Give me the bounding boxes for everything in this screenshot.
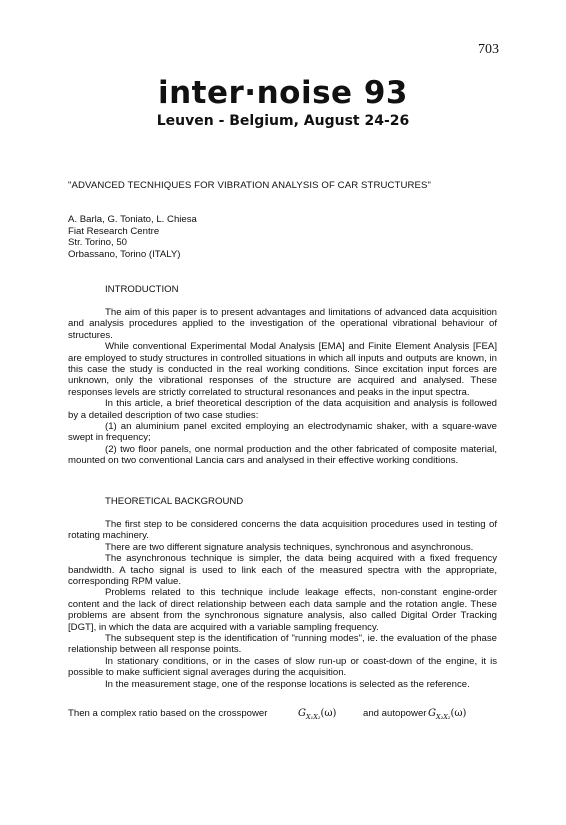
autopower-argument: (ω) [450,708,467,719]
theory-body [68,519,497,690]
introduction-body [68,307,497,467]
paragraph: Problems related to this technique include leakage effects, non-constant engine-order content and the lack of direct relationship between each data sample and the rotation angle. These problems are absent from the synchronous signature analysis, also called Digital Order Tracking [DGT], in which the data are acquired with a variable sampling frequency. [68,587,497,633]
equation-text-middle: and autopower [363,708,427,719]
paragraph: (2) two floor panels, one normal production and the other fabricated of composite material, mounted on two conventional Lancia cars and analysed in their effective working conditions. [68,443,497,467]
paragraph: The first step to be considered concerns the data acquisition procedures used in testing of rotating machinery. [68,519,497,542]
crosspower-subscript: X₁X₂ [306,713,321,721]
crosspower-expression [298,707,336,724]
paragraph: In stationary conditions, or in the cases of slow run-up or coast-down of the engine, it is possible to make sufficient signal averages during the acquisition. [68,655,497,679]
paragraph: While conventional Experimental Modal Analysis [EMA] and Finite Element Analysis [FEA] are employed to study structures in controlled situations in which all inputs and outputs are known, in this case the study is conducted in the real working conditions. Since excitation input forces are unknown, only the vibrational responses of the structure are acquired and analysed. These responses levels are strictly correlated to structural resonances and peaks in the input spectra. [68,341,497,398]
paragraph: There are two different signature analysis techniques, synchronous and asynchronous. [105,541,474,553]
paragraph: The subsequent step is the identification of "running modes", ie. the evaluation of the phase relationship between all response points. [68,633,497,656]
conference-subtitle: Leuven - Belgium, August 24-26 [156,113,410,129]
equation-text-before: Then a complex ratio based on the crosspower [68,708,268,719]
autopower-subscript: X₂X₂ [436,713,451,721]
paragraph: The aim of this paper is to present advantages and limitations of advanced data acquisition and analysis procedures applied to the investigation of the operational vibrational behaviour of structures. [68,307,497,341]
affiliation-line: Str. Torino, 50 [68,237,128,249]
paper-authors: A. Barla, G. Toniato, L. Chiesa [68,214,197,225]
affiliation-line: Orbassano, Torino (ITALY) [68,248,181,260]
affiliation-line: Fiat Research Centre [68,226,160,237]
paragraph: In the measurement stage, one of the response locations is selected as the reference. [105,678,470,690]
paragraph: In this article, a brief theoretical description of the data acquisition and analysis is followed by a detailed description of two case studies: [68,398,497,421]
section-heading-introduction: INTRODUCTION [105,284,179,295]
conference-logo: inter·noise 93 [157,75,408,111]
autopower-symbol: G [428,708,436,719]
paper-title: "ADVANCED TECNHIQUES FOR VIBRATION ANALYSIS OF CAR STRUCTURES" [68,180,432,191]
autopower-expression [428,707,466,724]
section-heading-theoretical-background: THEORETICAL BACKGROUND [105,496,244,507]
paragraph: The asynchronous technique is simpler, the data being acquired with a fixed frequency bandwidth. A tacho signal is used to link each of the measured spectra with the appropriate, corresponding RPM value. [68,553,497,588]
crosspower-symbol: G [298,708,306,719]
affiliation [68,226,181,260]
page-number: 703 [478,42,499,57]
paragraph: (1) an aluminium panel excited employing an electrodynamic shaker, with a square-wave swept in frequency; [68,421,497,444]
crosspower-argument: (ω) [320,708,337,719]
